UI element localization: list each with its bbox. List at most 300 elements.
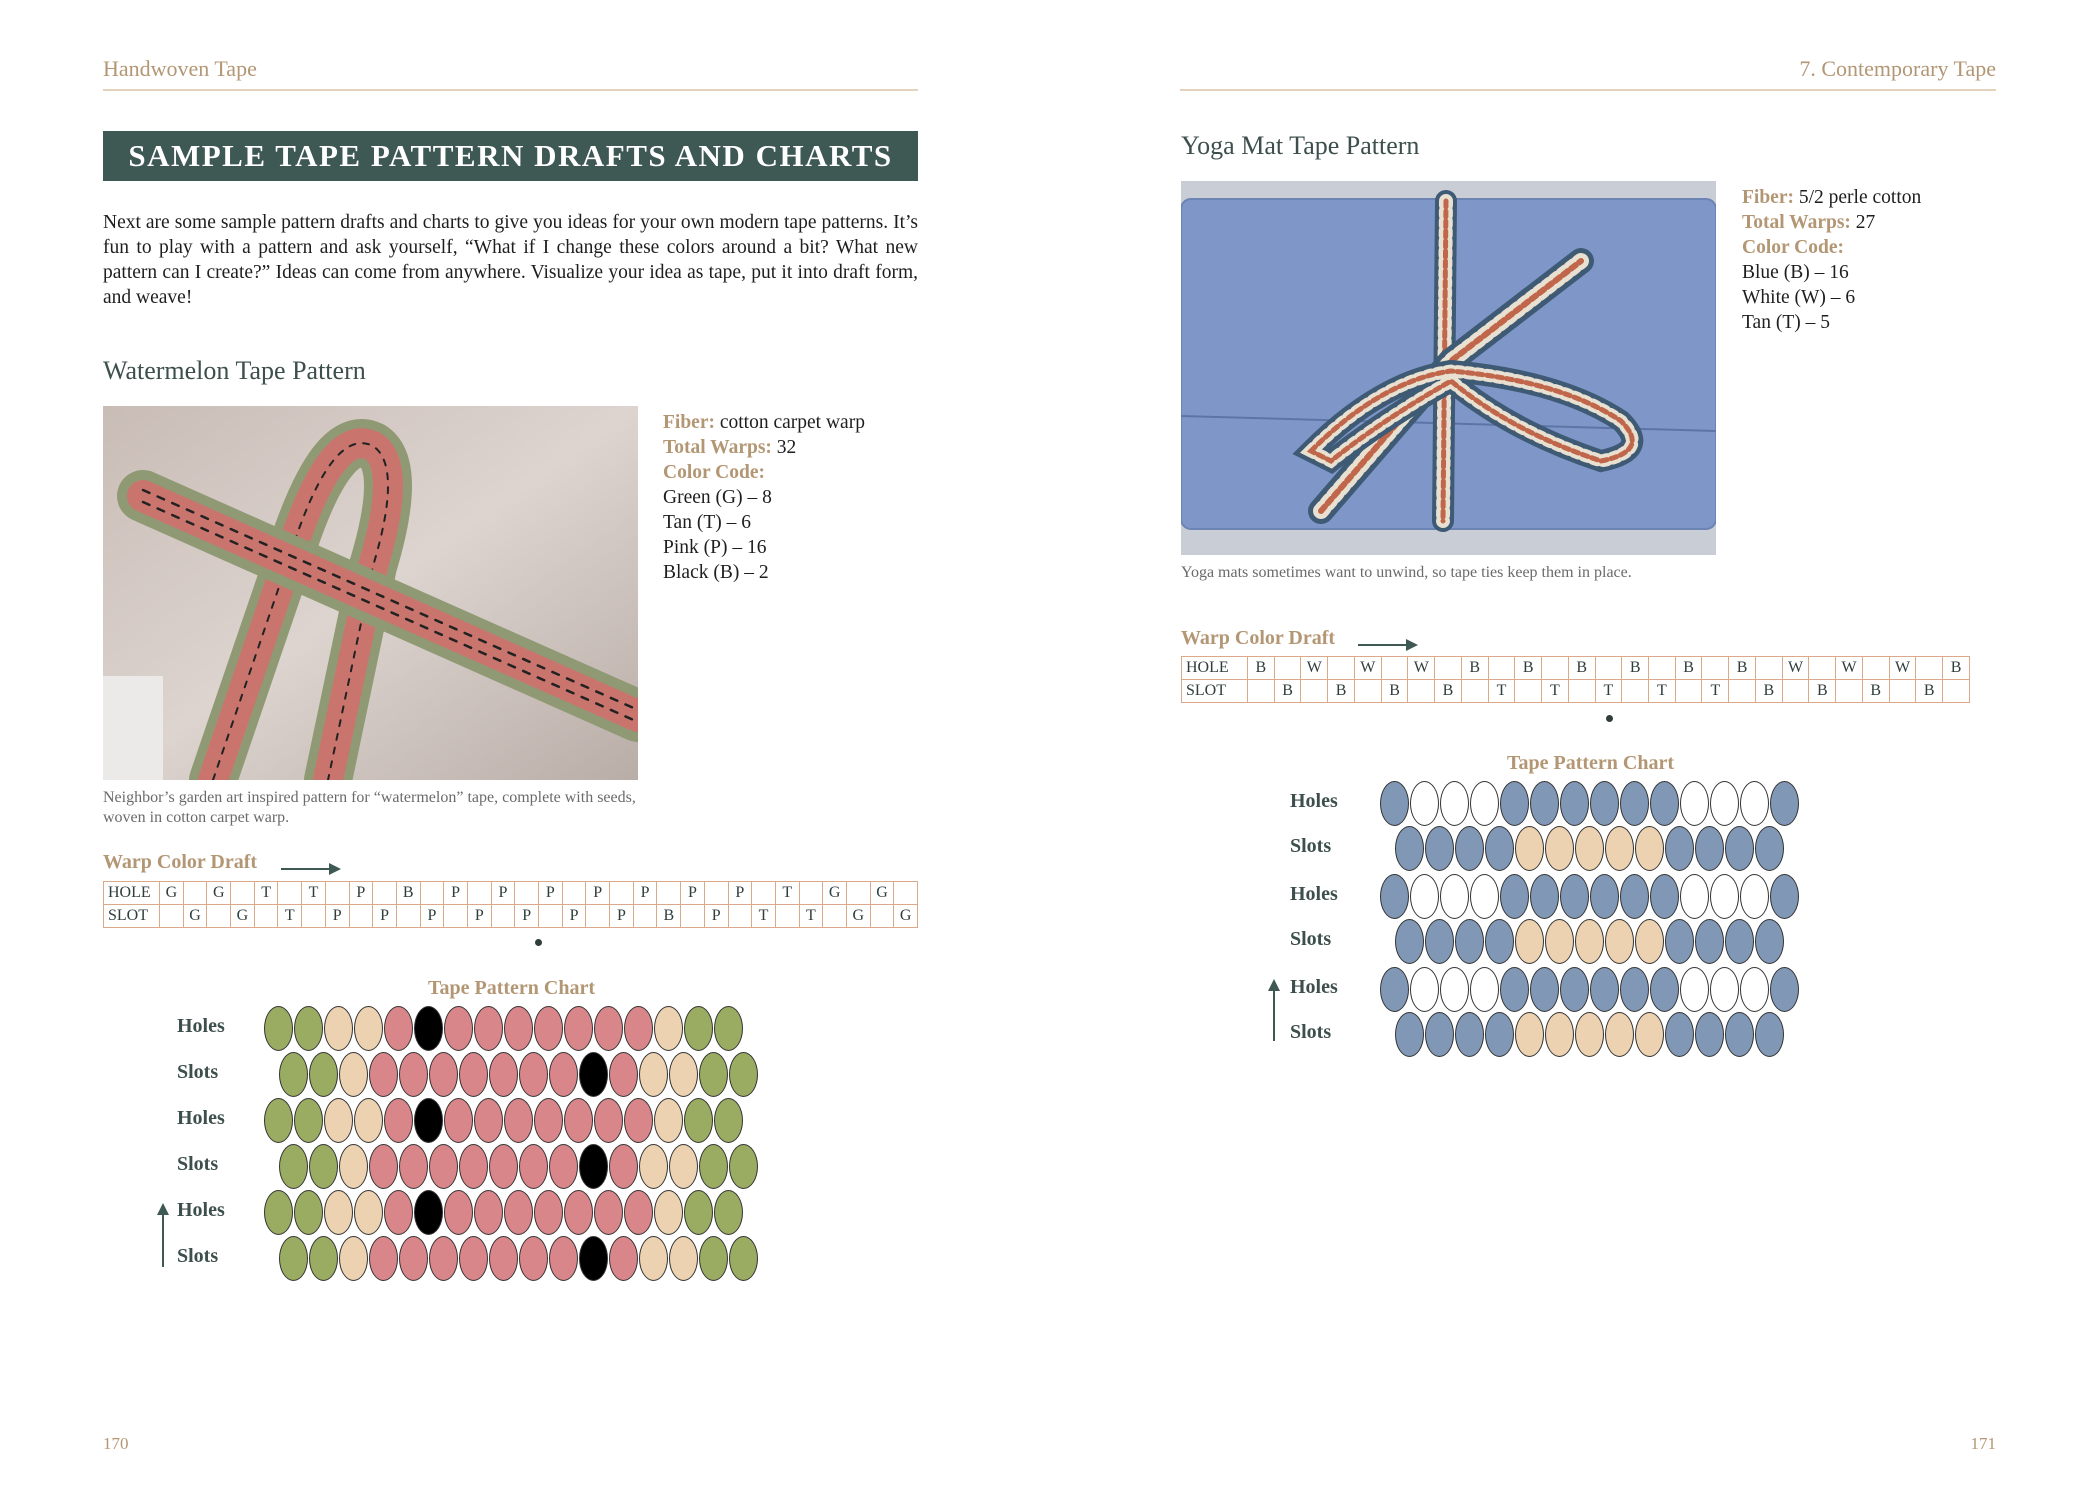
color-code-item: Tan (T) – 5 — [1742, 312, 1830, 333]
bead-B — [1770, 874, 1799, 919]
bead-T — [639, 1144, 668, 1189]
holes-bead-row — [1380, 967, 1800, 1012]
draft-cell — [1488, 657, 1515, 680]
bead-T — [669, 1144, 698, 1189]
draft-row-label: SLOT — [104, 905, 160, 928]
bead-B — [1560, 781, 1589, 826]
draft-cell — [325, 882, 349, 905]
bead-P — [564, 1006, 593, 1051]
draft-cell — [1702, 657, 1729, 680]
draft-cell — [1248, 680, 1275, 703]
draft-cell: G — [207, 882, 231, 905]
draft-cell: P — [728, 882, 752, 905]
bead-P — [384, 1190, 413, 1235]
bead-T — [339, 1052, 368, 1097]
bead-G — [699, 1236, 728, 1281]
bead-W — [1740, 967, 1769, 1012]
bead-B — [1770, 967, 1799, 1012]
draft-cell — [1595, 657, 1622, 680]
bead-T — [1545, 919, 1574, 964]
draft-cell — [752, 882, 776, 905]
draft-cell: T — [799, 905, 823, 928]
draft-cell — [1889, 680, 1916, 703]
draft-cell — [160, 905, 184, 928]
holes-bead-row — [1380, 781, 1800, 826]
draft-cell — [799, 882, 823, 905]
bead-G — [279, 1144, 308, 1189]
bead-B — [1530, 781, 1559, 826]
holes-row-label: Holes — [1290, 976, 1338, 998]
draft-cell — [870, 905, 894, 928]
draft-cell — [823, 905, 847, 928]
draft-cell: B — [1755, 680, 1782, 703]
bead-G — [714, 1006, 743, 1051]
fiber-label: Fiber: — [663, 412, 715, 433]
bead-T — [354, 1190, 383, 1235]
draft-slot-row — [1182, 680, 1970, 703]
bead-B — [1530, 967, 1559, 1012]
draft-cell — [491, 905, 515, 928]
draft-cell — [1836, 680, 1863, 703]
bead-B — [1500, 967, 1529, 1012]
draft-cell — [1782, 680, 1809, 703]
warp-direction-arrow-icon — [281, 868, 339, 870]
bead-W — [1410, 967, 1439, 1012]
bead-P — [459, 1052, 488, 1097]
bead-G — [309, 1052, 338, 1097]
draft-cell: G — [870, 882, 894, 905]
bead-G — [729, 1236, 758, 1281]
bead-T — [1575, 919, 1604, 964]
bead-G — [309, 1236, 338, 1281]
bead-P — [594, 1190, 623, 1235]
color-code-item: Green (G) – 8 — [663, 487, 772, 508]
bead-G — [294, 1006, 323, 1051]
bead-P — [504, 1098, 533, 1143]
center-dot-icon — [535, 939, 542, 946]
color-code-item: White (W) – 6 — [1742, 287, 1856, 308]
bead-P — [444, 1006, 473, 1051]
draft-cell — [586, 905, 610, 928]
draft-cell: B — [1515, 657, 1542, 680]
bead-G — [294, 1098, 323, 1143]
bead-T — [1605, 1012, 1634, 1057]
bead-G — [699, 1052, 728, 1097]
draft-cell: B — [1809, 680, 1836, 703]
draft-cell: T — [302, 882, 326, 905]
bead-T — [639, 1052, 668, 1097]
bead-B — [1395, 1012, 1424, 1057]
draft-cell — [1515, 680, 1542, 703]
draft-cell — [515, 882, 539, 905]
bead-P — [429, 1144, 458, 1189]
color-code-item: Blue (B) – 16 — [1742, 262, 1849, 283]
bead-P — [369, 1236, 398, 1281]
draft-cell: B — [1622, 657, 1649, 680]
holes-row-label: Holes — [177, 1107, 225, 1129]
bead-P — [564, 1190, 593, 1235]
bead-T — [1515, 919, 1544, 964]
draft-cell — [373, 882, 397, 905]
draft-cell: B — [1916, 680, 1943, 703]
watermelon-photo — [103, 406, 638, 780]
bead-P — [594, 1006, 623, 1051]
draft-cell — [349, 905, 373, 928]
watermelon-photo-image — [103, 406, 638, 780]
draft-cell: B — [1862, 680, 1889, 703]
bead-T — [324, 1190, 353, 1235]
color-code-item: Tan (T) – 6 — [663, 512, 751, 533]
draft-hole-row — [1182, 657, 1970, 680]
draft-cell: B — [1435, 680, 1462, 703]
draft-cell — [846, 882, 870, 905]
warp-direction-arrow-icon — [1358, 644, 1416, 646]
draft-cell — [1542, 657, 1569, 680]
draft-cell: G — [846, 905, 870, 928]
bead-P — [369, 1052, 398, 1097]
draft-cell: P — [373, 905, 397, 928]
draft-cell — [207, 905, 231, 928]
draft-cell: P — [681, 882, 705, 905]
draft-cell: T — [1702, 680, 1729, 703]
bead-G — [699, 1144, 728, 1189]
bead-B — [1620, 874, 1649, 919]
draft-cell: B — [1675, 657, 1702, 680]
bead-P — [444, 1098, 473, 1143]
bead-P — [384, 1098, 413, 1143]
bead-W — [1710, 967, 1739, 1012]
bead-W — [1440, 874, 1469, 919]
draft-cell: P — [586, 882, 610, 905]
bead-T — [1635, 826, 1664, 871]
bead-P — [474, 1098, 503, 1143]
bead-B — [414, 1006, 443, 1051]
bead-W — [1470, 874, 1499, 919]
bead-B — [1650, 874, 1679, 919]
bead-T — [1545, 826, 1574, 871]
bead-W — [1440, 967, 1469, 1012]
draft-cell — [894, 882, 918, 905]
bead-P — [624, 1006, 653, 1051]
bead-T — [1575, 1012, 1604, 1057]
bead-P — [624, 1190, 653, 1235]
draft-cell: P — [539, 882, 563, 905]
bead-W — [1740, 781, 1769, 826]
draft-cell — [1862, 657, 1889, 680]
draft-cell: T — [752, 905, 776, 928]
section-banner: SAMPLE TAPE PATTERN DRAFTS AND CHARTS — [103, 131, 918, 181]
draft-cell — [444, 905, 468, 928]
bead-T — [1545, 1012, 1574, 1057]
warps-line — [663, 435, 865, 460]
draft-cell — [1301, 680, 1328, 703]
bead-B — [1455, 826, 1484, 871]
draft-cell — [1809, 657, 1836, 680]
draft-cell: P — [444, 882, 468, 905]
weave-direction-arrow-icon — [162, 1207, 164, 1267]
weave-direction-arrow-icon — [1273, 983, 1275, 1041]
bead-T — [639, 1236, 668, 1281]
draft-cell — [254, 905, 278, 928]
bead-W — [1710, 781, 1739, 826]
bead-B — [1590, 967, 1619, 1012]
bead-B — [1425, 1012, 1454, 1057]
draft-cell — [1675, 680, 1702, 703]
bead-P — [609, 1236, 638, 1281]
draft-cell — [1354, 680, 1381, 703]
bead-P — [519, 1236, 548, 1281]
bead-B — [1755, 1012, 1784, 1057]
draft-cell: W — [1408, 657, 1435, 680]
draft-cell: W — [1301, 657, 1328, 680]
color-code-label: Color Code: — [663, 462, 766, 483]
total-warps-value: 32 — [776, 437, 797, 458]
bead-T — [1635, 1012, 1664, 1057]
holes-row-label: Holes — [177, 1015, 225, 1037]
draft-cell — [562, 882, 586, 905]
bead-G — [264, 1006, 293, 1051]
color-code-label: Color Code: — [1742, 237, 1845, 258]
holes-bead-row — [264, 1006, 744, 1051]
bead-P — [609, 1144, 638, 1189]
color-code-item: Pink (P) – 16 — [663, 537, 767, 558]
bead-B — [1425, 919, 1454, 964]
bead-B — [1455, 1012, 1484, 1057]
bead-P — [474, 1190, 503, 1235]
watermelon-info — [663, 410, 865, 585]
bead-P — [624, 1098, 653, 1143]
bead-B — [1665, 1012, 1694, 1057]
bead-B — [1725, 826, 1754, 871]
bead-T — [669, 1236, 698, 1281]
bead-B — [1485, 1012, 1514, 1057]
bead-P — [564, 1098, 593, 1143]
draft-cell — [681, 905, 705, 928]
draft-cell: P — [349, 882, 373, 905]
yoga-caption: Yoga mats sometimes want to unwind, so tape ties keep them in place. — [1181, 564, 1632, 581]
draft-cell: P — [491, 882, 515, 905]
draft-cell — [1568, 680, 1595, 703]
slots-bead-row — [279, 1052, 759, 1097]
yoga-info — [1742, 185, 1921, 335]
bead-G — [684, 1190, 713, 1235]
bead-B — [1380, 874, 1409, 919]
draft-cell: G — [894, 905, 918, 928]
yoga-draft-title: Warp Color Draft — [1181, 627, 1336, 649]
draft-cell: B — [1729, 657, 1756, 680]
draft-cell: W — [1836, 657, 1863, 680]
watermelon-draft-title: Warp Color Draft — [103, 851, 258, 873]
draft-cell: P — [610, 905, 634, 928]
bead-B — [1620, 781, 1649, 826]
bead-B — [1485, 826, 1514, 871]
bead-P — [504, 1190, 533, 1235]
draft-cell — [1461, 680, 1488, 703]
draft-cell: T — [1649, 680, 1676, 703]
draft-cell — [1381, 657, 1408, 680]
draft-cell: G — [183, 905, 207, 928]
bead-W — [1710, 874, 1739, 919]
draft-cell: P — [515, 905, 539, 928]
draft-cell: B — [657, 905, 681, 928]
total-warps-label: Total Warps: — [663, 437, 772, 458]
running-head-right: 7. Contemporary Tape — [1799, 56, 1996, 81]
bead-B — [1395, 826, 1424, 871]
page-number-right: 171 — [1970, 1434, 1996, 1453]
bead-B — [1755, 826, 1784, 871]
draft-cell: B — [1248, 657, 1275, 680]
draft-cell — [1943, 680, 1970, 703]
draft-cell — [420, 882, 444, 905]
slots-row-label: Slots — [1290, 1021, 1332, 1043]
watermelon-caption: Neighbor’s garden art inspired pattern for “watermelon” tape, complete with seeds, woven in cotton carpet warp. — [103, 789, 636, 826]
draft-cell — [775, 905, 799, 928]
bead-B — [1560, 967, 1589, 1012]
bead-G — [684, 1098, 713, 1143]
draft-cell: T — [278, 905, 302, 928]
draft-cell: P — [325, 905, 349, 928]
draft-cell: T — [775, 882, 799, 905]
draft-row-label: SLOT — [1182, 680, 1248, 703]
bead-T — [339, 1144, 368, 1189]
draft-cell: T — [1542, 680, 1569, 703]
running-head-left: Handwoven Tape — [103, 56, 257, 81]
bead-B — [1485, 919, 1514, 964]
bead-B — [1695, 826, 1724, 871]
draft-cell: P — [633, 882, 657, 905]
bead-B — [1530, 874, 1559, 919]
holes-row-label: Holes — [1290, 790, 1338, 812]
draft-hole-row — [104, 882, 918, 905]
bead-P — [429, 1052, 458, 1097]
draft-cell: P — [704, 905, 728, 928]
bead-W — [1470, 781, 1499, 826]
bead-B — [1500, 874, 1529, 919]
bead-P — [399, 1144, 428, 1189]
bead-P — [504, 1006, 533, 1051]
bead-T — [669, 1052, 698, 1097]
bead-P — [519, 1052, 548, 1097]
draft-cell — [183, 882, 207, 905]
bead-P — [594, 1098, 623, 1143]
bead-P — [609, 1052, 638, 1097]
bead-T — [324, 1006, 353, 1051]
bead-B — [1380, 781, 1409, 826]
total-warps-label: Total Warps: — [1742, 212, 1851, 233]
bead-G — [264, 1098, 293, 1143]
bead-W — [1410, 874, 1439, 919]
bead-G — [279, 1236, 308, 1281]
draft-cell — [1729, 680, 1756, 703]
bead-G — [714, 1098, 743, 1143]
bead-T — [354, 1098, 383, 1143]
slots-row-label: Slots — [177, 1153, 219, 1175]
bead-B — [1725, 919, 1754, 964]
bead-P — [519, 1144, 548, 1189]
watermelon-chart-title: Tape Pattern Chart — [428, 977, 596, 999]
draft-cell: W — [1889, 657, 1916, 680]
fiber-label: Fiber: — [1742, 187, 1794, 208]
bead-B — [1560, 874, 1589, 919]
bead-G — [729, 1144, 758, 1189]
bead-P — [459, 1236, 488, 1281]
holes-row-label: Holes — [177, 1199, 225, 1221]
draft-cell: T — [1595, 680, 1622, 703]
draft-cell — [610, 882, 634, 905]
bead-B — [1455, 919, 1484, 964]
draft-cell — [1649, 657, 1676, 680]
draft-cell: P — [420, 905, 444, 928]
bead-T — [1575, 826, 1604, 871]
bead-B — [1620, 967, 1649, 1012]
holes-bead-row — [264, 1098, 744, 1143]
draft-cell: B — [396, 882, 420, 905]
bead-P — [534, 1006, 563, 1051]
bead-P — [534, 1098, 563, 1143]
yoga-warp-draft — [1181, 656, 1970, 703]
draft-row-label: HOLE — [104, 882, 160, 905]
yoga-chart-title: Tape Pattern Chart — [1507, 752, 1675, 774]
bead-P — [489, 1144, 518, 1189]
bead-G — [684, 1006, 713, 1051]
bead-B — [1650, 967, 1679, 1012]
bead-P — [444, 1190, 473, 1235]
bead-T — [1635, 919, 1664, 964]
draft-cell — [1916, 657, 1943, 680]
fiber-value: cotton carpet warp — [719, 412, 865, 433]
bead-W — [1410, 781, 1439, 826]
bead-W — [1680, 874, 1709, 919]
bead-B — [414, 1098, 443, 1143]
total-warps-value: 27 — [1855, 212, 1876, 233]
bead-B — [1695, 919, 1724, 964]
bead-B — [1770, 781, 1799, 826]
header-rule-right — [1180, 89, 1996, 91]
bead-G — [279, 1052, 308, 1097]
slots-bead-row — [1395, 1012, 1785, 1057]
bead-B — [1590, 781, 1619, 826]
bead-T — [339, 1236, 368, 1281]
header-rule-left — [103, 89, 918, 91]
bead-P — [489, 1052, 518, 1097]
bead-T — [654, 1006, 683, 1051]
bead-P — [429, 1236, 458, 1281]
bead-W — [1470, 967, 1499, 1012]
draft-cell: P — [562, 905, 586, 928]
draft-cell — [1408, 680, 1435, 703]
bead-T — [324, 1098, 353, 1143]
bead-G — [294, 1190, 323, 1235]
draft-cell: G — [823, 882, 847, 905]
draft-cell: B — [1568, 657, 1595, 680]
draft-slot-row — [104, 905, 918, 928]
slots-row-label: Slots — [177, 1061, 219, 1083]
draft-cell — [1622, 680, 1649, 703]
draft-cell: T — [254, 882, 278, 905]
holes-bead-row — [264, 1190, 744, 1235]
slots-bead-row — [1395, 826, 1785, 871]
draft-cell — [633, 905, 657, 928]
bead-T — [1515, 1012, 1544, 1057]
draft-row-label: HOLE — [1182, 657, 1248, 680]
bead-P — [549, 1236, 578, 1281]
bead-B — [1500, 781, 1529, 826]
draft-cell: B — [1943, 657, 1970, 680]
bead-T — [654, 1098, 683, 1143]
bead-T — [1605, 919, 1634, 964]
draft-cell: W — [1782, 657, 1809, 680]
draft-cell: W — [1354, 657, 1381, 680]
